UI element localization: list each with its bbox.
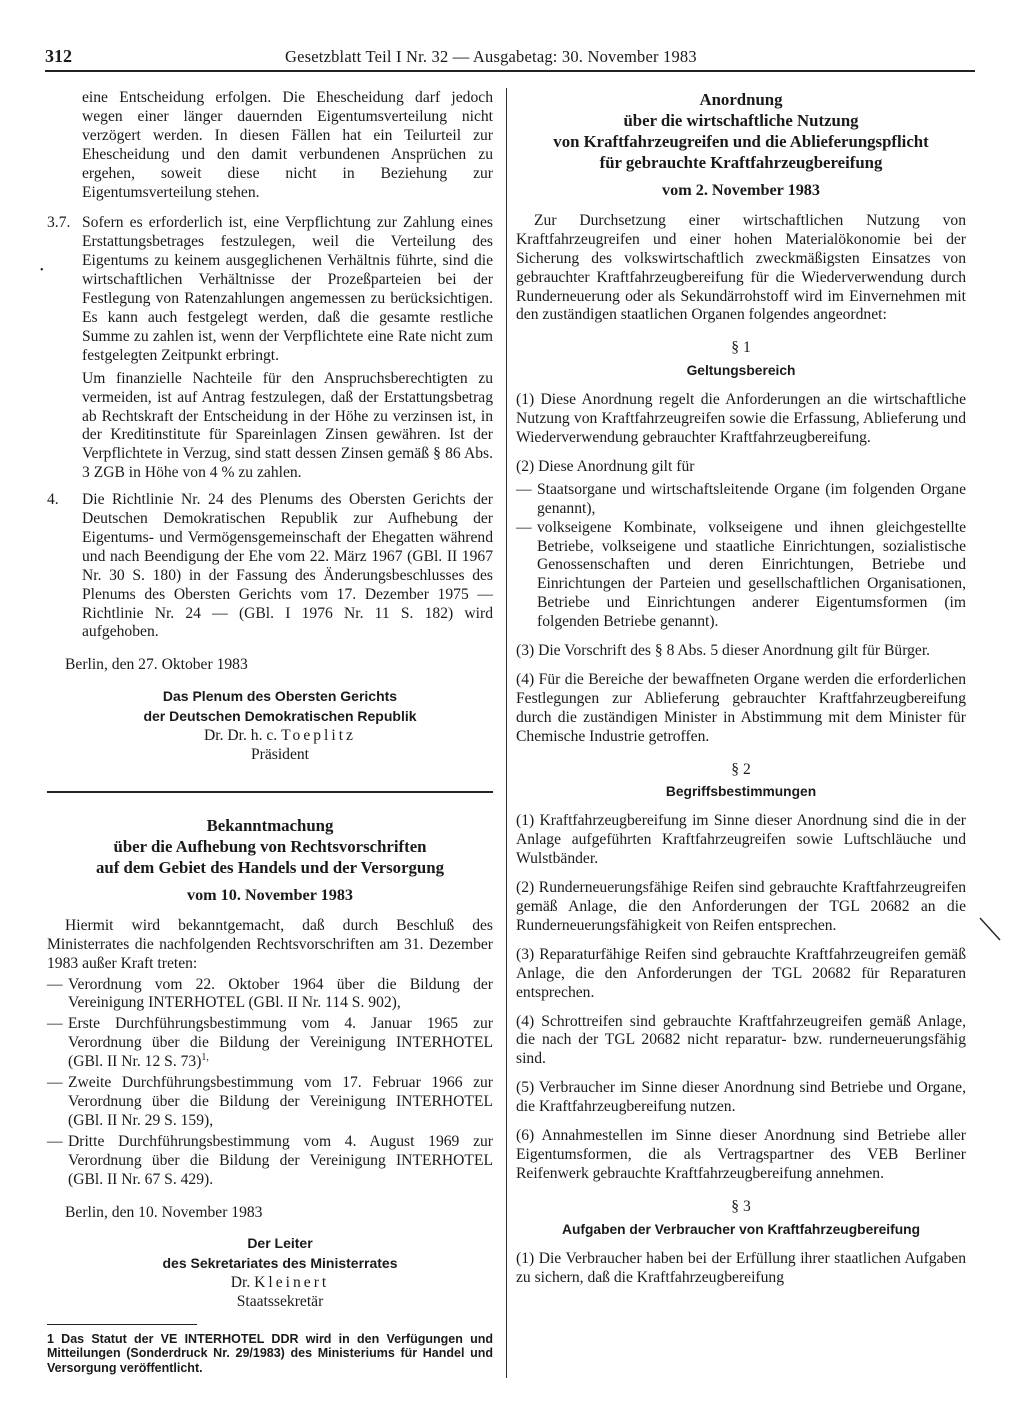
running-head: Gesetzblatt Teil I Nr. 32 — Ausgabetag: 30. November 1983 bbox=[285, 47, 697, 66]
item-body bbox=[82, 491, 493, 642]
footnote-rule bbox=[47, 1324, 197, 1325]
list-item: — volkseigene Kombinate, volkseigene und ihnen gleichgestellte Betriebe, volkseigene und staatliche Einrichtungen, sozialistische Genossenschaften und deren Einrichtungen, Betriebe und Einrichtungen der Parteien und gesellschaftlichen Organisationen, Betriebe und Einrichtungen anderer Eigentumsformen (im folgenden Betriebe genannt). bbox=[516, 518, 966, 631]
section-number: § 2 bbox=[731, 760, 751, 778]
signature-title: Dr. bbox=[230, 1274, 251, 1292]
footnote: 1 Das Statut der VE INTERHOTEL DDR wird in den Verfügungen und Mitteilungen (Sonderdruck Nr. 29/1983) des Ministeriums für Handel und Versorgung veröffentlicht. bbox=[47, 1332, 493, 1375]
paragraph: (1) Diese Anordnung regelt die Anforderungen an die wirtschaftliche Nutzung von Kraftfahrzeugreifen sowie die Erfassung, Ablieferung und Wiederverwendung gebrauchter Kraftfahrzeugbereifung. bbox=[516, 391, 966, 446]
page-number: 312 bbox=[45, 46, 72, 66]
list-item: — Erste Durchführungsbestimmung vom 4. Januar 1965 zur Verordnung über die Bildung der Vereinigung INTERHOTEL (GBl. II Nr. 12 S. 73)$^{1,}$ bbox=[47, 1015, 493, 1071]
notice-intro: Hiermit wird bekanntgemacht, daß durch Beschluß des Ministerrates die nachfolgenden Rechtsvorschriften am 31. Dezember 1983 außer Kraft treten: bbox=[47, 916, 493, 972]
item-number: 4. bbox=[47, 491, 59, 509]
column-divider bbox=[506, 88, 507, 1378]
notice-subtitle: auf dem Gebiet des Handels und der Versorgung bbox=[96, 857, 444, 877]
right-column bbox=[516, 89, 966, 1297]
notice-date: vom 10. November 1983 bbox=[186, 885, 354, 904]
signature-title: Dr. Dr. h. c. bbox=[204, 727, 278, 745]
paragraph: (3) Reparaturfähige Reifen sind gebrauchte Kraftfahrzeugreifen gemäß Anlage, die den Anforderungen der TGL 20682 für Reparaturen entsprechen. bbox=[516, 945, 966, 1001]
signature-role: Staatssekretär bbox=[236, 1293, 324, 1311]
place-date: Berlin, den 27. Oktober 1983 bbox=[65, 656, 248, 674]
item-paragraph: Sofern es erforderlich ist, eine Verpflichtung zur Zahlung eines Erstattungsbetrages festzulegen, weil die Verteilung des Eigentums zu keinem ausgeglichenen Verhältnis führte, sind die wirtschaftlichen Verhältnisse der Prozeßparteien bei der Festlegung von Ratenzahlungen angemessen zu berücksichtigen. Es kann auch festgelegt werden, daß die gesamte restliche Summe zu zahlen ist, wenn der Verpflichtete eine Rate nicht zum festgelegten Zeitpunkt erbringt. bbox=[82, 214, 493, 364]
item-body bbox=[82, 214, 493, 483]
ordinance-title: Anordnung bbox=[699, 90, 783, 109]
left-column bbox=[47, 89, 493, 1312]
signature-role: Präsident bbox=[250, 746, 310, 763]
preamble: Zur Durchsetzung einer wirtschaftlichen Nutzung von Kraftfahrzeugreifen und einer hohen Materialökonomie bei der Sicherung des volkswirtschaftlich zweckmäßigsten Einsatzes von gebrauchter Kraftfahrzeugbereifung für die Wiederverwendung durch Runderneuerung oder als Sekundärrohstoff wird im Einvernehmen mit den zuständigen staatlichen Organen folgendes angeordnet: bbox=[516, 211, 966, 324]
page-header bbox=[45, 47, 975, 69]
list-item: — Dritte Durchführungsbestimmung vom 4. August 1969 zur Verordnung über die Bildung der Vereinigung INTERHOTEL (GBl. II Nr. 67 S. 429). bbox=[47, 1132, 493, 1188]
list-item: — Zweite Durchführungsbestimmung vom 17. Februar 1966 zur Verordnung über die Bildung der Vereinigung INTERHOTEL (GBl. II Nr. 29 S. 159), bbox=[47, 1074, 493, 1129]
signature-name: Kleinert bbox=[254, 1274, 330, 1292]
paragraph: (2) Runderneuerungsfähige Reifen sind gebrauchte Kraftfahrzeugreifen gemäß Anlage, die den Anforderungen der TGL 20682 an die Runderneuerungsfähigkeit von Reifen entsprechen. bbox=[516, 879, 966, 934]
list-item-4 bbox=[47, 491, 493, 642]
paragraph: (4) Für die Bereiche der bewaffneten Organe werden die erforderlichen Festlegungen zur Ablieferung gebrauchter Kraftfahrzeugbereifung durch die zuständigen Minister in Abstimmung mit dem Minister für Chemische Industrie getroffen. bbox=[516, 670, 966, 745]
continued-paragraph-block bbox=[47, 89, 493, 202]
list-item: — Staatsorgane und wirtschaftsleitende Organe (im folgenden Organe genannt), bbox=[516, 480, 966, 517]
ordinance-subtitle: von Kraftfahrzeugreifen und die Ablieferungspflicht bbox=[553, 132, 929, 151]
signature-institution: Das Plenum des Obersten Gerichts bbox=[162, 688, 398, 705]
paragraph: (4) Schrottreifen sind gebrauchte Kraftfahrzeugreifen gemäß Anlage, die nach der TGL 20682 nicht reparatur- bzw. runderneuerungsfähig sind. bbox=[516, 1012, 966, 1068]
signature-block bbox=[47, 687, 493, 765]
paragraph: (1) Kraftfahrzeugbereifung im Sinne dieser Anordnung sind die in der Anlage aufgeführten Kraftfahrzeugreifen sowie Luftschläuche und Wulstbänder. bbox=[516, 812, 966, 868]
footnote-reference: 1, bbox=[201, 1051, 209, 1063]
item-paragraph: Die Richtlinie Nr. 24 des Plenums des Obersten Gerichts der Deutschen Demokratischen Republik zur Aufhebung der Eigentums- und Vermögensgemeinschaft der Ehegatten während und nach Beendigung der Ehe vom 22. März 1967 (GBl. II 1967 Nr. 30 S. 180) in der Fassung des Änderungsbeschlusses des Plenums des Obersten Gerichts vom 17. Dezember 1975 — Richtlinie Nr. 24 — (GBl. I 1976 Nr. 11 S. 182) wird aufgehoben. bbox=[82, 491, 493, 641]
continued-paragraph: eine Entscheidung erfolgen. Die Ehescheidung darf jedoch wegen einer länger dauernden Eigentumsverteilung nicht verzögert werden. In diesen Fällen hat ein Teilurteil zur Ehescheidung und den damit verbundenen Ansprüchen zu ergehen, soweit diese nicht in Beziehung zur Eigentumsverteilung stehen. bbox=[82, 89, 493, 201]
ordinance-subtitle: über die wirtschaftliche Nutzung bbox=[623, 111, 859, 130]
section-title: Geltungsbereich bbox=[686, 363, 796, 379]
list-item-3-7 bbox=[47, 214, 493, 483]
notice-title: Bekanntmachung bbox=[206, 815, 334, 835]
margin-mark: • bbox=[40, 265, 44, 276]
paragraph: (6) Annahmestellen im Sinne dieser Anordnung sind Betriebe aller Eigentumsformen, die als Vertragspartner des VEB Berliner Reifenwerk gebrauchte Kraftfahrzeugbereifung annehmen. bbox=[516, 1127, 966, 1182]
signature-institution: Der Leiter bbox=[247, 1235, 313, 1252]
section-title: Begriffsbestimmungen bbox=[665, 784, 817, 800]
paragraph: (5) Verbraucher im Sinne dieser Anordnung sind Betriebe und Organe, die Kraftfahrzeugbereifung nutzen. bbox=[516, 1079, 966, 1116]
ordinance-date: vom 2. November 1983 bbox=[662, 181, 820, 199]
ordinance-subtitle: für gebrauchte Kraftfahrzeugbereifung bbox=[599, 153, 883, 172]
signature-institution: der Deutschen Demokratischen Republik bbox=[143, 708, 417, 725]
margin-pencil-mark bbox=[976, 914, 1006, 944]
item-paragraph: Um finanzielle Nachteile für den Anspruchsberechtigten zu vermeiden, ist auf Antrag festzulegen, daß der Erstattungsbetrag ab Rechtskraft der Entscheidung in der Höhe zu verzinsen ist, in der Kreditinstitute für Spareinlagen Zinsen gewähren. Ist der Verpflichtete in Verzug, sind statt dessen Zinsen gemäß § 86 Abs. 3 ZGB in Höhe von 4 % zu zahlen. bbox=[82, 369, 493, 482]
section-rule bbox=[47, 791, 493, 793]
section-title: Aufgaben der Verbraucher von Kraftfahrzeugbereifung bbox=[561, 1221, 920, 1237]
paragraph: (3) Die Vorschrift des § 8 Abs. 5 dieser Anordnung gilt für Bürger. bbox=[516, 642, 931, 660]
section-number: § 3 bbox=[731, 1197, 751, 1215]
signature-block bbox=[47, 1234, 493, 1312]
item-number: 3.7. bbox=[47, 214, 71, 232]
notice-subtitle: über die Aufhebung von Rechtsvorschriften bbox=[113, 836, 427, 856]
section-number: § 1 bbox=[731, 339, 751, 357]
list-item: — Verordnung vom 22. Oktober 1964 über die Bildung der Vereinigung INTERHOTEL (GBl. II Nr. 114 S. 902), bbox=[47, 975, 493, 1012]
scope-list bbox=[516, 481, 966, 632]
signature-name: Toeplitz bbox=[281, 727, 356, 745]
header-rule bbox=[45, 70, 975, 72]
signature-institution: des Sekretariates des Ministerrates bbox=[162, 1255, 398, 1272]
paragraph: (2) Diese Anordnung gilt für bbox=[516, 457, 695, 475]
place-date: Berlin, den 10. November 1983 bbox=[65, 1203, 263, 1221]
repealed-regulations-list bbox=[47, 976, 493, 1190]
paragraph: (1) Die Verbraucher haben bei der Erfüllung ihrer staatlichen Aufgaben zu sichern, daß die Kraftfahrzeugbereifung bbox=[516, 1249, 966, 1286]
